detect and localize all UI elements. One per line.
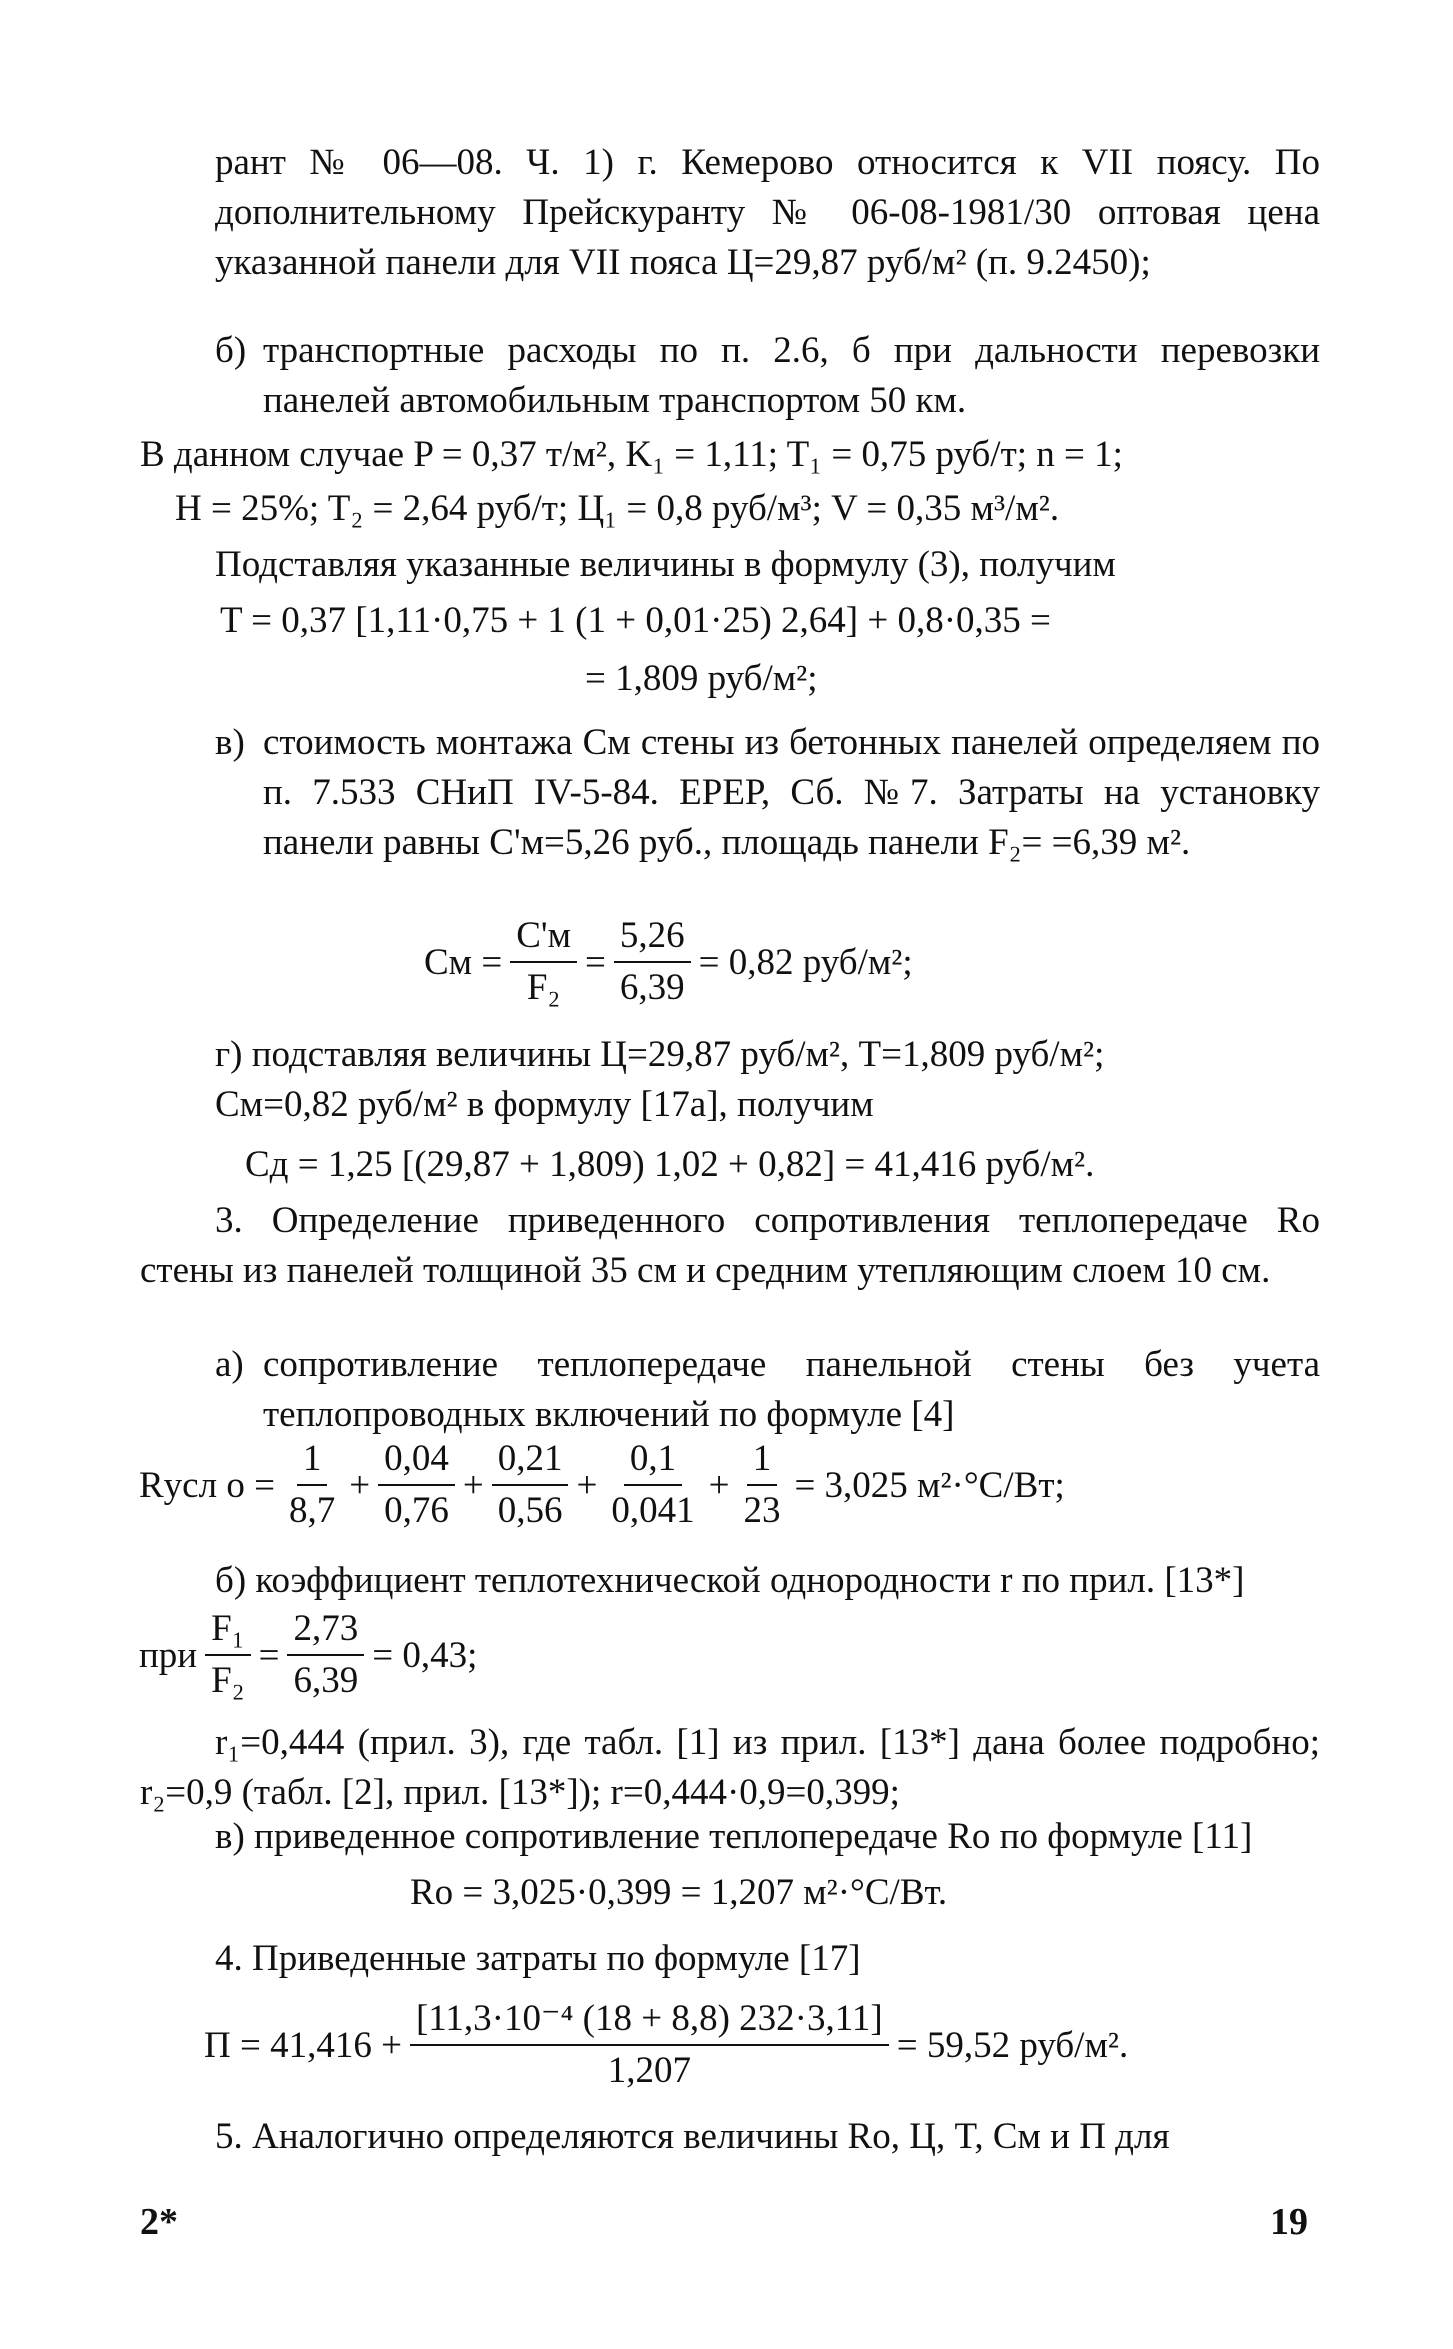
section-4-heading: 4. Приведенные затраты по формуле [17] [215,1938,861,1979]
t-formula-line-2: = 1,809 руб/м²; [585,658,818,699]
ratio-num-numeric: 2,73 [287,1608,364,1656]
item-b2-line: б) коэффициент теплотехнической однородности r по прил. [13*] [215,1560,1245,1601]
given-values-line-1: В данном случае P = 0,37 т/м², K₁ = 1,11; T₁ = 0,75 руб/т; n = 1; [140,434,1123,475]
cm-denominator-numeric: 6,39 [619,967,685,1008]
section-5-heading: 5. Аналогично определяются величины Rо, Ц, T, Cм и П для [215,2116,1170,2157]
ratio-den-symbolic: F₂ [211,1660,245,1701]
ratio-num-symbolic: F₁ [205,1608,250,1656]
item-v2-line: в) приведенное сопротивление теплопередаче Rо по формуле [11] [215,1816,1253,1857]
r-formula-lhs: Rусл о = [139,1464,275,1506]
r-term-3-den: 0,56 [497,1490,563,1531]
r-term-3 [492,1438,569,1532]
r-term-5-num: 1 [747,1438,778,1486]
cm-numerator-symbolic: C'м [510,915,577,963]
cm-fraction-symbolic [510,915,577,1009]
r-term-5 [737,1438,786,1532]
r-term-3-num: 0,21 [492,1438,569,1486]
ratio-formula [135,1608,481,1702]
cm-formula [420,915,917,1009]
r-term-1-den: 8,7 [288,1490,336,1531]
r-term-2-den: 0,76 [384,1490,449,1531]
cm-numerator-numeric: 5,26 [614,915,691,963]
r-term-4-den: 0,041 [611,1490,695,1531]
list-marker-b: б) [215,330,247,371]
ro-formula: Rо = 3,025·0,399 = 1,207 м²·°С/Вт. [410,1872,948,1913]
cm-denominator-symbolic: F₂ [526,967,561,1008]
page-number: 19 [1270,2201,1308,2243]
list-marker-v: в) [215,722,245,763]
p-formula [200,1998,1132,2092]
ratio-fraction-symbolic [205,1608,250,1702]
section-3-heading: 3. Определение приведенного сопротивления теплопередаче Rо стены из панелей толщиной 35 см и средним утепляющим слоем 10 см. [140,1200,1320,1291]
ratio-prefix: при [139,1634,198,1676]
r-term-4 [605,1438,700,1532]
plus-sign: + [708,1464,730,1506]
list-item-v: стоимость монтажа Cм стены из бетонных панелей определяем по п. 7.533 СНиП IV-5-84. ЕРЕР, Сб. №7. Затраты на установку панели равны C'м=5,26 руб., площадь панели F₂= =6,39 м². [263,722,1320,863]
p-formula-result: = 59,52 руб/м². [896,2024,1129,2066]
p-formula-lhs: П = 41,416 + [204,2024,402,2066]
plus-sign: + [462,1464,484,1506]
cm-fraction-numeric [614,915,691,1009]
p-fraction [410,1998,889,2092]
item-g-line-1: г) подставляя величины Ц=29,87 руб/м², T=1,809 руб/м²; [215,1034,1105,1075]
ratio-den-numeric: 6,39 [293,1660,359,1701]
r-formula [135,1438,1069,1532]
ratio-equals: = [258,1634,280,1676]
signature-mark: 2* [140,2201,178,2243]
paragraph-continuation: рант № 06—08. Ч. 1) г. Кемерово относится к VII поясу. По дополнительному Прейскуранту № 06-08-1981/30 оптовая цена указанной панели для VII пояса Ц=29,87 руб/м² (п. 9.2450); [215,142,1320,283]
substitute-sentence: Подставляя указанные величины в формулу (3), получим [215,544,1116,585]
cm-result: = 0,82 руб/м²; [698,941,913,983]
r-term-2-num: 0,04 [378,1438,455,1486]
r-term-2 [378,1438,455,1532]
cd-formula: Cд = 1,25 [(29,87 + 1,809) 1,02 + 0,82] = 41,416 руб/м². [245,1144,1095,1185]
r-term-4-num: 0,1 [624,1438,682,1486]
list-item-a: сопротивление теплопередаче панельной стены без учета теплопроводных включений по формуле [4] [263,1344,1320,1435]
p-denominator: 1,207 [607,2050,691,2091]
p-numerator: [11,3·10⁻⁴ (18 + 8,8) 232·3,11] [410,1998,889,2046]
cm-equals: = [584,941,606,983]
item-g-line-2: Cм=0,82 руб/м² в формулу [17а], получим [215,1084,874,1125]
given-values-line-2: H = 25%; T₂ = 2,64 руб/т; Ц₁ = 0,8 руб/м³; V = 0,35 м³/м². [175,488,1060,529]
plus-sign: + [576,1464,598,1506]
list-marker-a: а) [215,1344,244,1385]
r-term-5-den: 23 [743,1490,781,1531]
r1-paragraph: r₁=0,444 (прил. 3), где табл. [1] из прил. [13*] дана более подробно; r₂=0,9 (табл. [2], прил. [13*]); r=0,444·0,9=0,399; [140,1722,1320,1813]
r-formula-result: = 3,025 м²·°С/Вт; [794,1464,1065,1506]
r-term-1 [283,1438,341,1532]
cm-formula-lhs: Cм = [424,941,503,983]
plus-sign: + [349,1464,371,1506]
ratio-fraction-numeric [287,1608,364,1702]
list-item-b: транспортные расходы по п. 2.6, б при дальности перевозки панелей автомобильным транспортом 50 км. [263,330,1320,421]
t-formula-line-1: T = 0,37 [1,11·0,75 + 1 (1 + 0,01·25) 2,64] + 0,8·0,35 = [220,600,1051,641]
ratio-result: = 0,43; [372,1634,478,1676]
r-term-1-num: 1 [297,1438,328,1486]
